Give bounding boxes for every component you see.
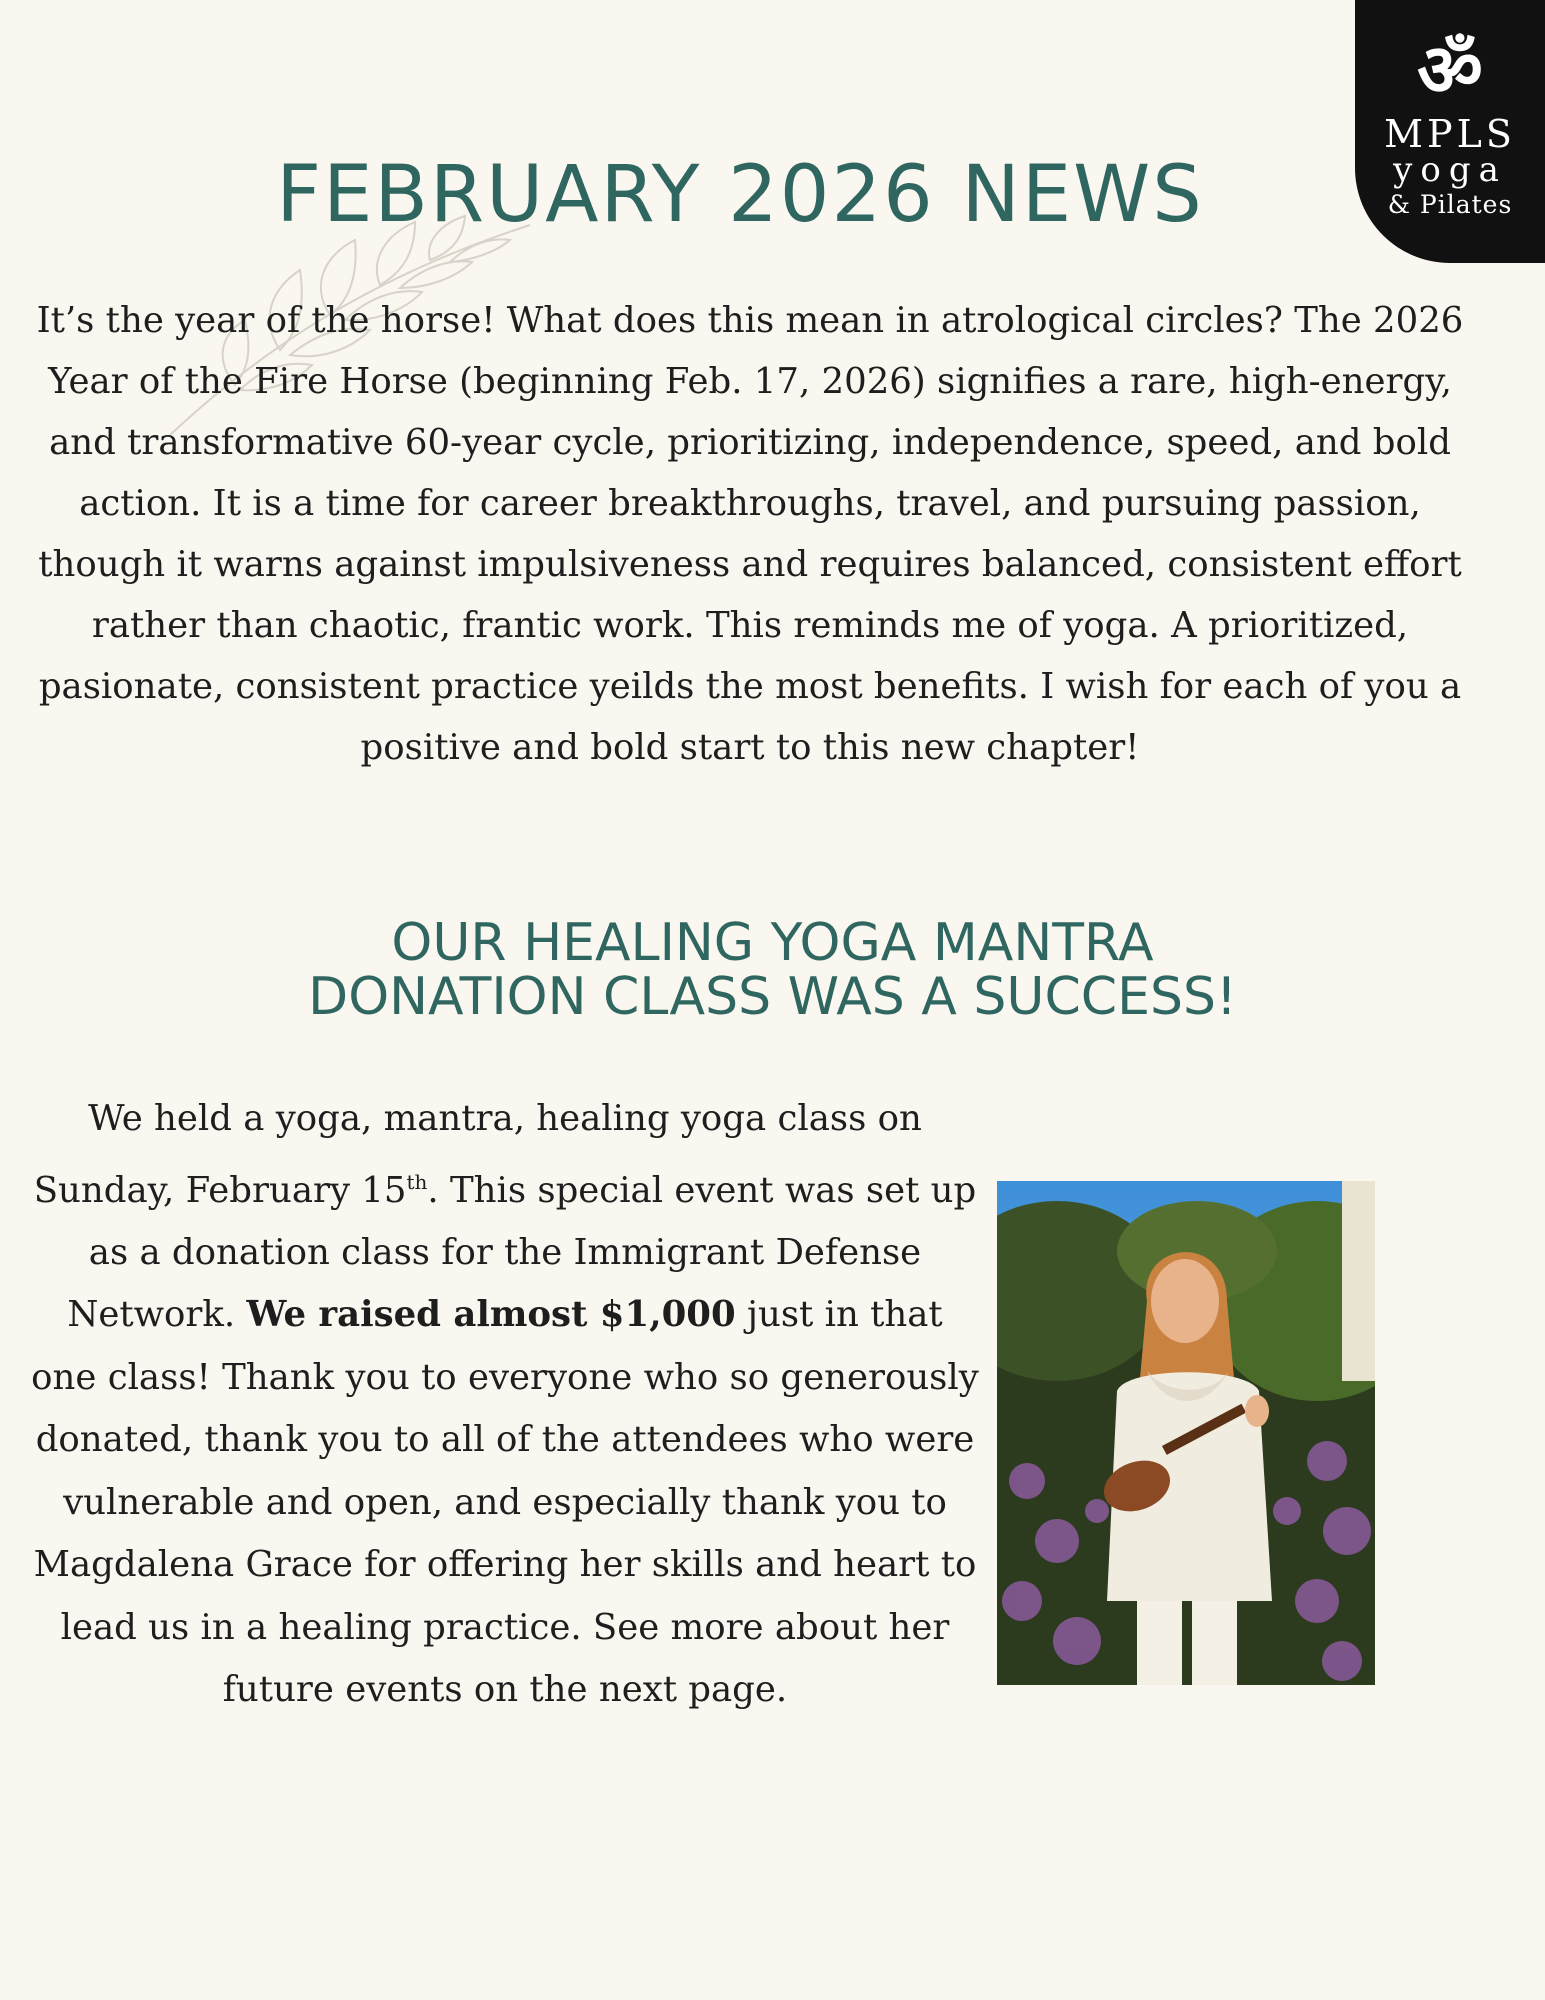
intro-paragraph: It’s the year of the horse! What does this mean in atrological circles? The 2026 Year of the Fire Horse (beginning Feb. 17, 2026) signifies a rare, high-energy, and transformative 60-year cycle, prioritizing, independence, speed, and bold action. It is a time for career breakthroughs, travel, and pursuing passion, though it warns against impulsiveness and requires balanced, consistent effort rather than chaotic, frantic work. This reminds me of yoga. A prioritized, pasionate, consistent practice yeilds the most benefits. I wish for each of you a positive and bold start to this new chapter! <box>36 300 1464 768</box>
logo-line-pilates: & Pilates <box>1387 190 1513 219</box>
event-text-mid: . This special event was set up as a donation class for the Immigrant Defense Network. <box>67 1169 977 1336</box>
event-paragraph <box>30 1088 980 1722</box>
section-heading-line-2: DONATION CLASS WAS A SUCCESS! <box>308 967 1237 1027</box>
logo-line-mpls: MPLS <box>1384 112 1516 156</box>
instructor-photo <box>997 1181 1375 1685</box>
donation-highlight: We raised almost $1,000 <box>246 1294 736 1336</box>
section-heading <box>0 913 1545 1027</box>
event-text-end: just in that one class! Thank you to everyone who so generously donated, thank you to all of the attendees who were vulnerable and open, and especially thank you to Magdalena Grace for offering her skills and heart to lead us in a healing practice. See more about her future events on the next page. <box>31 1294 979 1711</box>
section-heading-line-1: OUR HEALING YOGA MANTRA <box>391 913 1154 973</box>
ordinal-suffix: th <box>406 1169 428 1194</box>
logo-line-yoga: yoga <box>1393 150 1507 190</box>
event-text-start: We held a yoga, mantra, healing yoga class on Sunday, February 15 <box>33 1098 922 1211</box>
om-icon: ॐ <box>1417 28 1483 112</box>
page-title: FEBRUARY 2026 NEWS <box>276 150 1204 240</box>
